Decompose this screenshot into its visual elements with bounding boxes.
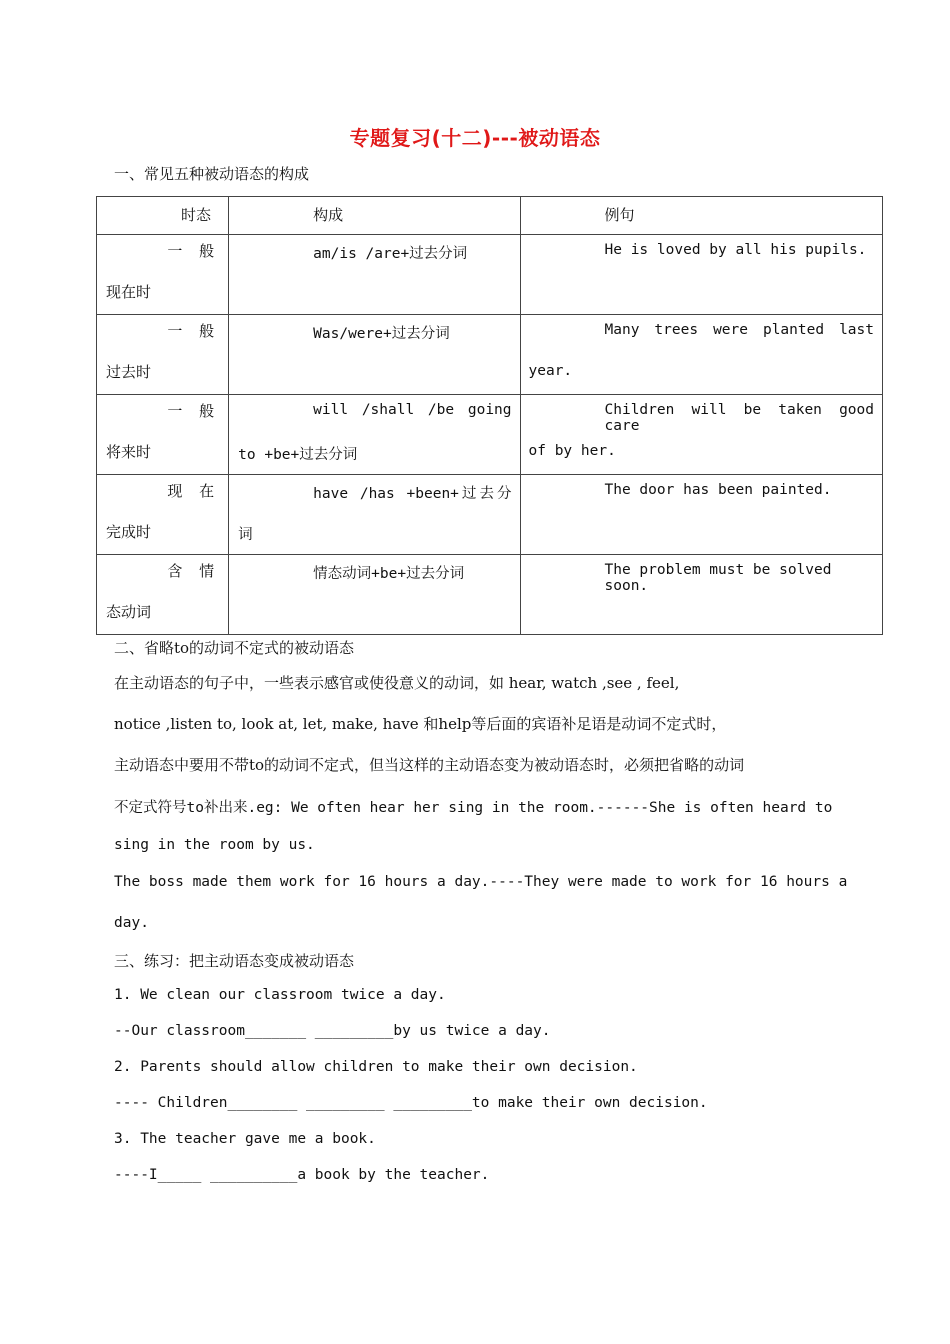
example-sentence: The boss made them work for 16 hours a day.----They were made to work for 16 hours a — [114, 874, 848, 890]
tense-cell: 含 情 — [167, 562, 221, 580]
table-row — [97, 235, 883, 315]
form-cell: 词 — [238, 527, 253, 543]
exercise-answer: ----I_____ __________a book by the teacher. — [114, 1167, 490, 1183]
form-cell: Was/were+过去分词 — [313, 326, 450, 342]
section-1-heading: 一、常见五种被动语态的构成 — [114, 165, 310, 183]
exercise-item: 3. The teacher gave me a book. — [114, 1131, 376, 1147]
form-cell: have /has +been+过去分 — [313, 486, 512, 502]
tense-cell: 完成时 — [106, 523, 152, 541]
exercise-item: 1. We clean our classroom twice a day. — [114, 987, 446, 1003]
paragraph-line: 在主动语态的句子中，一些表示感官或使役意义的动词，如 hear, watch ,see , feel, — [114, 674, 680, 692]
header-tense: 时态 — [181, 206, 212, 224]
exercise-answer: ---- Children________ _________ _________to make their own decision. — [114, 1095, 708, 1111]
table-header-row — [97, 197, 883, 235]
tense-cell: 将来时 — [106, 443, 152, 461]
example-cell: He is loved by all his pupils. — [604, 242, 867, 258]
table-row — [97, 315, 883, 395]
exercise-answer: --Our classroom_______ _________by us twice a day. — [114, 1023, 551, 1039]
tense-cell: 现在时 — [106, 283, 152, 301]
section-2-heading: 二、省略to的动词不定式的被动语态 — [114, 639, 355, 657]
section-3-heading: 三、练习：把主动语态变成被动语态 — [114, 952, 355, 970]
passive-voice-table — [96, 196, 883, 635]
paragraph-line: notice ,listen to, look at, let, make, have 和help等后面的宾语补足语是动词不定式时， — [114, 715, 727, 733]
exercise-item: 2. Parents should allow children to make their own decision. — [114, 1059, 638, 1075]
tense-cell: 一 般 — [167, 242, 221, 260]
form-cell: am/is /are+过去分词 — [313, 246, 468, 262]
page-title: 专题复习(十二)---被动语态 — [349, 126, 601, 150]
paragraph-line: 主动语态中要用不带to的动词不定式，但当这样的主动语态变为被动语态时，必须把省略的动词 — [114, 756, 745, 774]
table-row — [97, 395, 883, 475]
form-cell: to +be+过去分词 — [238, 447, 358, 463]
example-cell: Children will be taken good care — [604, 402, 874, 434]
tense-cell: 过去时 — [106, 363, 152, 381]
header-form: 构成 — [313, 206, 344, 224]
form-cell: will /shall /be going — [313, 402, 512, 418]
example-cell: The problem must be solved soon. — [604, 562, 832, 594]
paragraph-line: sing in the room by us. — [114, 837, 315, 853]
example-cell: Many trees were planted last — [604, 322, 874, 338]
example-cell: of by her. — [528, 443, 616, 459]
tense-cell: 一 般 — [167, 322, 221, 340]
paragraph-line: 不定式符号to补出来.eg: We often hear her sing in the room.------She is often heard to — [114, 800, 833, 816]
form-cell: 情态动词+be+过去分词 — [313, 566, 465, 582]
table-row — [97, 555, 883, 635]
example-cell: year. — [528, 363, 573, 379]
example-cell: The door has been painted. — [604, 482, 832, 498]
table-row — [97, 475, 883, 555]
example-sentence: day. — [114, 915, 149, 931]
tense-cell: 现 在 — [167, 482, 221, 500]
header-example: 例句 — [604, 206, 635, 224]
tense-cell: 态动词 — [106, 603, 152, 621]
tense-cell: 一 般 — [167, 402, 221, 420]
